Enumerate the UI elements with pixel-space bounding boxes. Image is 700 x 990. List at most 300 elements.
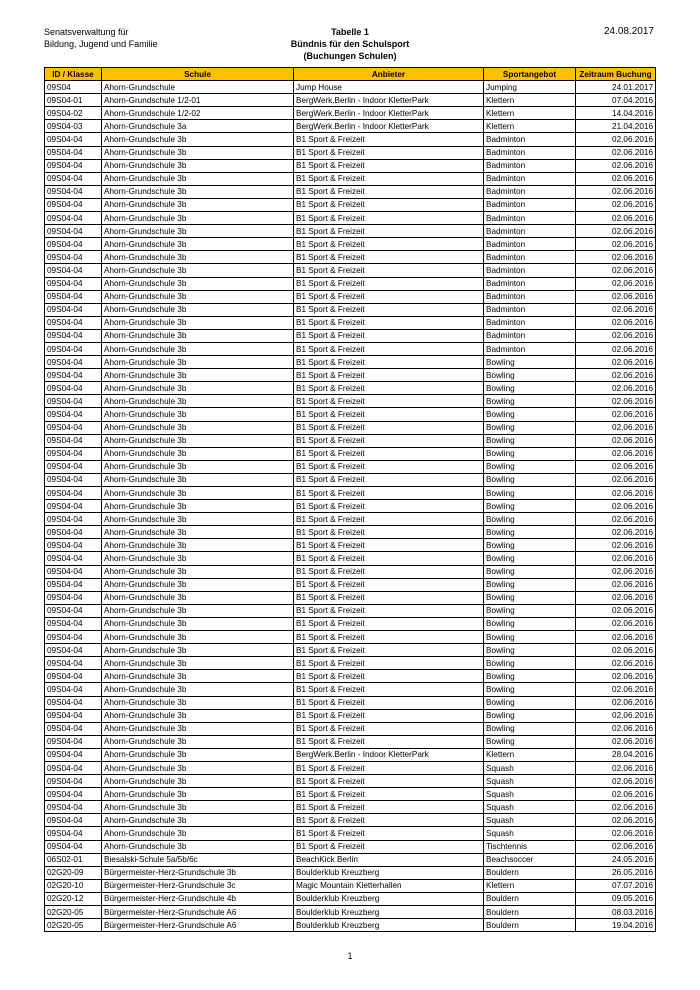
table-row	[45, 853, 656, 866]
issuer-line-2: Bildung, Jugend und Familie	[44, 39, 158, 49]
cell-schule: Ahorn-Grundschule 3b	[102, 159, 294, 172]
cell-zeitraum: 02.06.2016	[576, 683, 656, 696]
table-row	[45, 735, 656, 748]
cell-id: 09S04-04	[45, 369, 102, 382]
cell-sportangebot: Bowling	[484, 696, 576, 709]
cell-sportangebot: Bouldern	[484, 866, 576, 879]
table-row	[45, 198, 656, 211]
cell-schule: Ahorn-Grundschule 3b	[102, 565, 294, 578]
cell-schule: Ahorn-Grundschule 3b	[102, 775, 294, 788]
cell-anbieter: BergWerk.Berlin - Indoor KletterPark	[294, 107, 484, 120]
cell-id: 09S04-04	[45, 303, 102, 316]
cell-sportangebot: Bowling	[484, 513, 576, 526]
cell-anbieter: B1 Sport & Freizeit	[294, 487, 484, 500]
cell-anbieter: B1 Sport & Freizeit	[294, 146, 484, 159]
cell-anbieter: B1 Sport & Freizeit	[294, 382, 484, 395]
cell-zeitraum: 02.06.2016	[576, 801, 656, 814]
cell-schule: Ahorn-Grundschule 3b	[102, 748, 294, 761]
table-row	[45, 81, 656, 94]
cell-sportangebot: Bowling	[484, 395, 576, 408]
cell-anbieter: Jump House	[294, 81, 484, 94]
cell-sportangebot: Badminton	[484, 316, 576, 329]
cell-schule: Ahorn-Grundschule 3b	[102, 382, 294, 395]
cell-anbieter: B1 Sport & Freizeit	[294, 565, 484, 578]
cell-anbieter: B1 Sport & Freizeit	[294, 342, 484, 355]
table-row	[45, 657, 656, 670]
cell-anbieter: B1 Sport & Freizeit	[294, 356, 484, 369]
cell-id: 09S04-04	[45, 801, 102, 814]
cell-anbieter: B1 Sport & Freizeit	[294, 303, 484, 316]
cell-anbieter: B1 Sport & Freizeit	[294, 696, 484, 709]
cell-zeitraum: 19.04.2016	[576, 919, 656, 932]
table-row	[45, 94, 656, 107]
cell-sportangebot: Badminton	[484, 329, 576, 342]
cell-zeitraum: 02.06.2016	[576, 277, 656, 290]
cell-zeitraum: 07.04.2016	[576, 94, 656, 107]
cell-anbieter: B1 Sport & Freizeit	[294, 316, 484, 329]
cell-sportangebot: Bowling	[484, 421, 576, 434]
cell-anbieter: Boulderklub Kreuzberg	[294, 892, 484, 905]
table-row	[45, 801, 656, 814]
table-row	[45, 709, 656, 722]
cell-schule: Ahorn-Grundschule 3b	[102, 408, 294, 421]
cell-zeitraum: 07.07.2016	[576, 879, 656, 892]
cell-anbieter: B1 Sport & Freizeit	[294, 133, 484, 146]
table-row	[45, 225, 656, 238]
cell-zeitraum: 02.06.2016	[576, 814, 656, 827]
cell-sportangebot: Klettern	[484, 94, 576, 107]
cell-zeitraum: 02.06.2016	[576, 264, 656, 277]
cell-schule: Ahorn-Grundschule 3b	[102, 212, 294, 225]
table-row	[45, 133, 656, 146]
cell-sportangebot: Bowling	[484, 434, 576, 447]
table-row	[45, 447, 656, 460]
cell-anbieter: Boulderklub Kreuzberg	[294, 906, 484, 919]
cell-sportangebot: Badminton	[484, 303, 576, 316]
cell-zeitraum: 02.06.2016	[576, 696, 656, 709]
table-row	[45, 722, 656, 735]
cell-sportangebot: Bowling	[484, 657, 576, 670]
cell-zeitraum: 14.04.2016	[576, 107, 656, 120]
cell-id: 09S04-04	[45, 761, 102, 774]
table-row	[45, 788, 656, 801]
cell-anbieter: B1 Sport & Freizeit	[294, 329, 484, 342]
cell-schule: Bürgermeister-Herz-Grundschule 4b	[102, 892, 294, 905]
cell-id: 09S04-04	[45, 814, 102, 827]
cell-schule: Ahorn-Grundschule 3b	[102, 185, 294, 198]
cell-zeitraum: 08.03.2016	[576, 906, 656, 919]
cell-sportangebot: Bowling	[484, 604, 576, 617]
cell-sportangebot: Bowling	[484, 722, 576, 735]
cell-schule: Ahorn-Grundschule 3b	[102, 722, 294, 735]
table-row	[45, 866, 656, 879]
cell-zeitraum: 02.06.2016	[576, 434, 656, 447]
cell-sportangebot: Bowling	[484, 369, 576, 382]
cell-anbieter: BergWerk.Berlin - Indoor KletterPark	[294, 94, 484, 107]
cell-schule: Ahorn-Grundschule 3b	[102, 827, 294, 840]
cell-sportangebot: Squash	[484, 814, 576, 827]
table-row	[45, 487, 656, 500]
cell-anbieter: B1 Sport & Freizeit	[294, 578, 484, 591]
cell-schule: Ahorn-Grundschule 3b	[102, 146, 294, 159]
cell-id: 09S04-04	[45, 251, 102, 264]
cell-zeitraum: 02.06.2016	[576, 342, 656, 355]
cell-zeitraum: 02.06.2016	[576, 500, 656, 513]
cell-sportangebot: Bowling	[484, 709, 576, 722]
cell-schule: Ahorn-Grundschule 3b	[102, 198, 294, 211]
table-row	[45, 238, 656, 251]
cell-id: 09S04-04	[45, 788, 102, 801]
cell-id: 06S02-01	[45, 853, 102, 866]
column-header-anbieter: Anbieter	[294, 68, 484, 81]
cell-schule: Ahorn-Grundschule 3b	[102, 487, 294, 500]
cell-anbieter: B1 Sport & Freizeit	[294, 264, 484, 277]
cell-schule: Ahorn-Grundschule 3b	[102, 133, 294, 146]
page-number: 1	[347, 951, 353, 961]
cell-schule: Ahorn-Grundschule 3a	[102, 120, 294, 133]
cell-id: 09S04-04	[45, 421, 102, 434]
cell-schule: Ahorn-Grundschule 3b	[102, 539, 294, 552]
cell-id: 09S04-04	[45, 552, 102, 565]
cell-anbieter: B1 Sport & Freizeit	[294, 840, 484, 853]
cell-sportangebot: Bowling	[484, 473, 576, 486]
cell-anbieter: Magic Mountain Kletterhallen	[294, 879, 484, 892]
cell-zeitraum: 02.06.2016	[576, 473, 656, 486]
cell-schule: Ahorn-Grundschule 3b	[102, 814, 294, 827]
cell-schule: Ahorn-Grundschule 3b	[102, 735, 294, 748]
table-row	[45, 683, 656, 696]
table-row	[45, 644, 656, 657]
cell-id: 02G20-09	[45, 866, 102, 879]
cell-sportangebot: Bowling	[484, 670, 576, 683]
table-row	[45, 513, 656, 526]
cell-sportangebot: Bowling	[484, 735, 576, 748]
cell-sportangebot: Bowling	[484, 408, 576, 421]
cell-id: 09S04-04	[45, 827, 102, 840]
table-row	[45, 670, 656, 683]
cell-id: 09S04-04	[45, 238, 102, 251]
cell-sportangebot: Badminton	[484, 198, 576, 211]
column-header-zeitraum: Zeitraum Buchung	[576, 68, 656, 81]
cell-zeitraum: 02.06.2016	[576, 631, 656, 644]
table-row	[45, 761, 656, 774]
cell-id: 09S04-04	[45, 382, 102, 395]
cell-anbieter: B1 Sport & Freizeit	[294, 788, 484, 801]
cell-zeitraum: 02.06.2016	[576, 591, 656, 604]
table-row	[45, 814, 656, 827]
cell-id: 09S04-04	[45, 500, 102, 513]
table-row	[45, 329, 656, 342]
table-row	[45, 500, 656, 513]
table-row	[45, 342, 656, 355]
cell-schule: Ahorn-Grundschule 3b	[102, 342, 294, 355]
cell-zeitraum: 02.06.2016	[576, 251, 656, 264]
cell-anbieter: B1 Sport & Freizeit	[294, 683, 484, 696]
cell-sportangebot: Bowling	[484, 617, 576, 630]
cell-anbieter: B1 Sport & Freizeit	[294, 735, 484, 748]
cell-schule: Ahorn-Grundschule 3b	[102, 709, 294, 722]
table-row	[45, 526, 656, 539]
column-header-sportangebot: Sportangebot	[484, 68, 576, 81]
cell-anbieter: B1 Sport & Freizeit	[294, 395, 484, 408]
cell-id: 02G20-10	[45, 879, 102, 892]
cell-id: 09S04-04	[45, 447, 102, 460]
cell-id: 09S04-04	[45, 735, 102, 748]
cell-zeitraum: 02.06.2016	[576, 840, 656, 853]
cell-sportangebot: Badminton	[484, 159, 576, 172]
cell-sportangebot: Badminton	[484, 342, 576, 355]
cell-id: 09S04-04	[45, 722, 102, 735]
cell-schule: Bürgermeister-Herz-Grundschule A6	[102, 906, 294, 919]
table-body	[45, 81, 656, 932]
table-row	[45, 185, 656, 198]
cell-anbieter: B1 Sport & Freizeit	[294, 526, 484, 539]
cell-id: 09S04-04	[45, 408, 102, 421]
cell-zeitraum: 02.06.2016	[576, 788, 656, 801]
table-row	[45, 356, 656, 369]
cell-anbieter: B1 Sport & Freizeit	[294, 670, 484, 683]
cell-sportangebot: Bowling	[484, 565, 576, 578]
cell-sportangebot: Badminton	[484, 264, 576, 277]
cell-zeitraum: 02.06.2016	[576, 172, 656, 185]
cell-schule: Ahorn-Grundschule 3b	[102, 421, 294, 434]
cell-id: 09S04-04	[45, 225, 102, 238]
table-row	[45, 434, 656, 447]
cell-sportangebot: Jumping	[484, 81, 576, 94]
cell-zeitraum: 02.06.2016	[576, 146, 656, 159]
cell-schule: Ahorn-Grundschule 3b	[102, 329, 294, 342]
cell-id: 09S04-04	[45, 277, 102, 290]
table-row	[45, 251, 656, 264]
table-row	[45, 906, 656, 919]
cell-anbieter: B1 Sport & Freizeit	[294, 604, 484, 617]
cell-zeitraum: 02.06.2016	[576, 552, 656, 565]
cell-id: 02G20-05	[45, 919, 102, 932]
cell-id: 09S04	[45, 81, 102, 94]
table-row	[45, 395, 656, 408]
cell-zeitraum: 09.05.2016	[576, 892, 656, 905]
table-row	[45, 879, 656, 892]
cell-schule: Ahorn-Grundschule 3b	[102, 303, 294, 316]
cell-id: 09S04-04	[45, 526, 102, 539]
cell-id: 09S04-04	[45, 198, 102, 211]
title-line-3: (Buchungen Schulen)	[303, 51, 397, 61]
cell-id: 09S04-04	[45, 460, 102, 473]
cell-sportangebot: Squash	[484, 775, 576, 788]
cell-schule: Ahorn-Grundschule 3b	[102, 578, 294, 591]
cell-id: 09S04-02	[45, 107, 102, 120]
document-date: 24.08.2017	[603, 26, 654, 37]
cell-zeitraum: 02.06.2016	[576, 238, 656, 251]
cell-anbieter: B1 Sport & Freizeit	[294, 657, 484, 670]
cell-id: 09S04-04	[45, 212, 102, 225]
table-row	[45, 827, 656, 840]
cell-zeitraum: 02.06.2016	[576, 460, 656, 473]
cell-id: 09S04-01	[45, 94, 102, 107]
cell-zeitraum: 02.06.2016	[576, 539, 656, 552]
cell-sportangebot: Bowling	[484, 487, 576, 500]
cell-schule: Ahorn-Grundschule 3b	[102, 526, 294, 539]
cell-schule: Ahorn-Grundschule 3b	[102, 604, 294, 617]
cell-zeitraum: 02.06.2016	[576, 329, 656, 342]
table-row	[45, 120, 656, 133]
cell-anbieter: B1 Sport & Freizeit	[294, 408, 484, 421]
cell-anbieter: B1 Sport & Freizeit	[294, 369, 484, 382]
cell-zeitraum: 02.06.2016	[576, 644, 656, 657]
cell-id: 09S04-04	[45, 748, 102, 761]
table-row	[45, 382, 656, 395]
table-row	[45, 316, 656, 329]
cell-id: 09S04-04	[45, 578, 102, 591]
cell-zeitraum: 02.06.2016	[576, 617, 656, 630]
cell-zeitraum: 02.06.2016	[576, 198, 656, 211]
cell-schule: Ahorn-Grundschule 3b	[102, 225, 294, 238]
cell-zeitraum: 02.06.2016	[576, 735, 656, 748]
cell-schule: Ahorn-Grundschule	[102, 81, 294, 94]
cell-schule: Ahorn-Grundschule 3b	[102, 761, 294, 774]
table-row	[45, 604, 656, 617]
cell-zeitraum: 02.06.2016	[576, 133, 656, 146]
cell-anbieter: B1 Sport & Freizeit	[294, 460, 484, 473]
cell-zeitraum: 02.06.2016	[576, 709, 656, 722]
cell-zeitraum: 02.06.2016	[576, 604, 656, 617]
cell-id: 09S04-04	[45, 133, 102, 146]
cell-id: 09S04-04	[45, 539, 102, 552]
cell-anbieter: B1 Sport & Freizeit	[294, 185, 484, 198]
cell-sportangebot: Squash	[484, 827, 576, 840]
cell-sportangebot: Badminton	[484, 212, 576, 225]
table-row	[45, 172, 656, 185]
cell-anbieter: B1 Sport & Freizeit	[294, 251, 484, 264]
cell-zeitraum: 02.06.2016	[576, 395, 656, 408]
cell-id: 09S04-04	[45, 709, 102, 722]
cell-zeitraum: 24.05.2016	[576, 853, 656, 866]
cell-zeitraum: 02.06.2016	[576, 578, 656, 591]
cell-id: 09S04-04	[45, 159, 102, 172]
cell-anbieter: BeachKick Berlin	[294, 853, 484, 866]
cell-id: 09S04-04	[45, 473, 102, 486]
cell-id: 09S04-04	[45, 290, 102, 303]
cell-id: 09S04-04	[45, 264, 102, 277]
cell-anbieter: B1 Sport & Freizeit	[294, 172, 484, 185]
table-row	[45, 578, 656, 591]
cell-anbieter: B1 Sport & Freizeit	[294, 775, 484, 788]
cell-sportangebot: Bowling	[484, 552, 576, 565]
table-header-row	[45, 68, 656, 81]
table-row	[45, 539, 656, 552]
cell-anbieter: B1 Sport & Freizeit	[294, 500, 484, 513]
cell-anbieter: B1 Sport & Freizeit	[294, 617, 484, 630]
cell-anbieter: BergWerk.Berlin - Indoor KletterPark	[294, 120, 484, 133]
cell-schule: Ahorn-Grundschule 3b	[102, 696, 294, 709]
cell-schule: Biesalski-Schule 5a/5b/6c	[102, 853, 294, 866]
cell-id: 09S04-04	[45, 840, 102, 853]
cell-schule: Ahorn-Grundschule 3b	[102, 277, 294, 290]
cell-anbieter: Boulderklub Kreuzberg	[294, 866, 484, 879]
cell-zeitraum: 02.06.2016	[576, 159, 656, 172]
cell-schule: Ahorn-Grundschule 3b	[102, 591, 294, 604]
cell-anbieter: B1 Sport & Freizeit	[294, 709, 484, 722]
cell-id: 09S04-03	[45, 120, 102, 133]
cell-schule: Bürgermeister-Herz-Grundschule 3c	[102, 879, 294, 892]
cell-schule: Bürgermeister-Herz-Grundschule A6	[102, 919, 294, 932]
cell-sportangebot: Badminton	[484, 225, 576, 238]
cell-anbieter: B1 Sport & Freizeit	[294, 631, 484, 644]
cell-zeitraum: 02.06.2016	[576, 408, 656, 421]
cell-anbieter: BergWerk.Berlin - Indoor KletterPark	[294, 748, 484, 761]
cell-schule: Ahorn-Grundschule 3b	[102, 552, 294, 565]
cell-anbieter: B1 Sport & Freizeit	[294, 421, 484, 434]
cell-anbieter: B1 Sport & Freizeit	[294, 159, 484, 172]
cell-schule: Ahorn-Grundschule 3b	[102, 395, 294, 408]
table-row	[45, 631, 656, 644]
cell-id: 09S04-04	[45, 316, 102, 329]
cell-anbieter: B1 Sport & Freizeit	[294, 827, 484, 840]
cell-id: 02G20-12	[45, 892, 102, 905]
cell-anbieter: B1 Sport & Freizeit	[294, 539, 484, 552]
table-row	[45, 212, 656, 225]
cell-zeitraum: 02.06.2016	[576, 185, 656, 198]
table-row	[45, 460, 656, 473]
cell-schule: Ahorn-Grundschule 3b	[102, 172, 294, 185]
cell-sportangebot: Bowling	[484, 539, 576, 552]
cell-zeitraum: 02.06.2016	[576, 775, 656, 788]
cell-anbieter: B1 Sport & Freizeit	[294, 447, 484, 460]
cell-anbieter: B1 Sport & Freizeit	[294, 290, 484, 303]
cell-sportangebot: Bowling	[484, 447, 576, 460]
cell-schule: Ahorn-Grundschule 3b	[102, 801, 294, 814]
table-row	[45, 408, 656, 421]
table-row	[45, 264, 656, 277]
cell-id: 09S04-04	[45, 696, 102, 709]
cell-sportangebot: Bowling	[484, 356, 576, 369]
cell-anbieter: B1 Sport & Freizeit	[294, 801, 484, 814]
cell-schule: Ahorn-Grundschule 3b	[102, 290, 294, 303]
cell-schule: Ahorn-Grundschule 3b	[102, 356, 294, 369]
cell-sportangebot: Badminton	[484, 238, 576, 251]
cell-sportangebot: Badminton	[484, 172, 576, 185]
cell-sportangebot: Badminton	[484, 251, 576, 264]
cell-anbieter: B1 Sport & Freizeit	[294, 473, 484, 486]
cell-anbieter: Boulderklub Kreuzberg	[294, 919, 484, 932]
bookings-table	[44, 67, 656, 932]
cell-sportangebot: Bouldern	[484, 906, 576, 919]
table-row	[45, 840, 656, 853]
cell-zeitraum: 02.06.2016	[576, 212, 656, 225]
table-row	[45, 696, 656, 709]
cell-id: 09S04-04	[45, 513, 102, 526]
cell-schule: Ahorn-Grundschule 3b	[102, 434, 294, 447]
cell-zeitraum: 02.06.2016	[576, 761, 656, 774]
issuer-block	[44, 26, 158, 50]
cell-zeitraum: 02.06.2016	[576, 290, 656, 303]
cell-sportangebot: Bouldern	[484, 919, 576, 932]
cell-sportangebot: Bowling	[484, 591, 576, 604]
cell-sportangebot: Tischtennis	[484, 840, 576, 853]
table-row	[45, 565, 656, 578]
table-row	[45, 775, 656, 788]
cell-id: 02G20-05	[45, 906, 102, 919]
cell-zeitraum: 02.06.2016	[576, 225, 656, 238]
cell-schule: Ahorn-Grundschule 3b	[102, 500, 294, 513]
cell-zeitraum: 02.06.2016	[576, 513, 656, 526]
table-row	[45, 421, 656, 434]
cell-sportangebot: Bowling	[484, 526, 576, 539]
column-header-id: ID / Klasse	[45, 68, 102, 81]
table-row	[45, 591, 656, 604]
cell-id: 09S04-04	[45, 617, 102, 630]
table-row	[45, 159, 656, 172]
